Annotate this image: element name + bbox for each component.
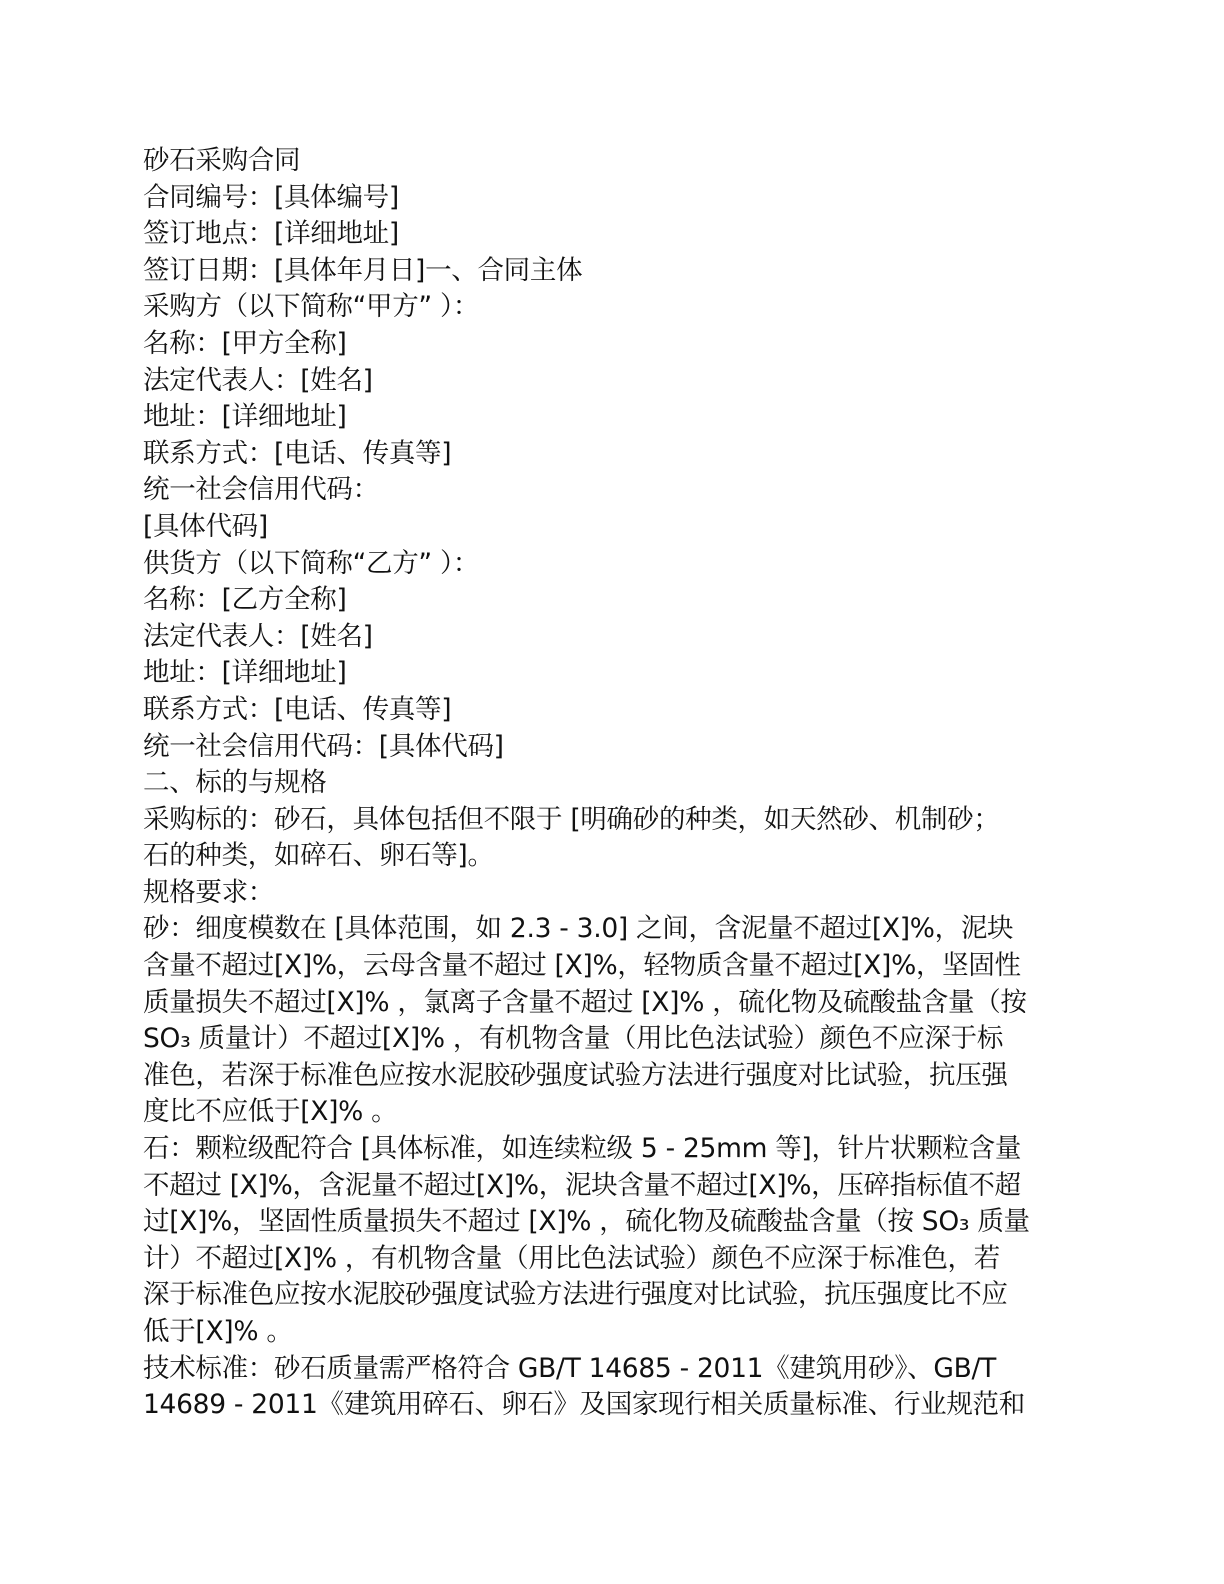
sign-date-and-section-heading: 签订日期：[具体年月日]一、合同主体 [143,254,583,286]
stone-spec-line: 低于[X]% 。 [143,1316,293,1347]
subject-line: 石的种类，如碎石、卵石等]。 [143,840,494,872]
buyer-name: 名称：[甲方全称] [143,327,347,359]
sand-spec-line: 准色，若深于标准色应按水泥胶砂强度试验方法进行强度对比试验，抗压强 [143,1059,1008,1091]
buyer-heading: 采购方（以下简称“甲方” ）： [143,291,480,323]
sand-spec-line: 含量不超过[X]%，云母含量不超过 [X]%，轻物质含量不超过[X]%，坚固性 [143,950,1021,982]
buyer-credit-code-value: [具体代码] [143,510,268,542]
supplier-contact: 联系方式：[电话、传真等] [143,693,452,725]
stone-spec-line: 深于标准色应按水泥胶砂强度试验方法进行强度对比试验，抗压强度比不应 [143,1279,1008,1311]
stone-spec-paragraph [143,1131,1078,1351]
buyer-credit-code-label: 统一社会信用代码： [143,474,379,506]
sand-spec-line: SO₃ 质量计）不超过[X]% ，有机物含量（用比色法试验）颜色不应深于标 [143,1023,1004,1055]
sand-spec-paragraph [143,911,1078,1131]
tech-standard-line: 技术标准：砂石质量需严格符合 GB/T 14685 - 2011《建筑用砂》、GB/T [143,1352,997,1384]
supplier-name: 名称：[乙方全称] [143,584,347,616]
supplier-credit-code: 统一社会信用代码：[具体代码] [143,730,504,762]
supplier-legal-rep: 法定代表人：[姓名] [143,620,373,652]
stone-spec-line: 计）不超过[X]% ，有机物含量（用比色法试验）颜色不应深于标准色，若 [143,1242,1000,1274]
buyer-legal-rep: 法定代表人：[姓名] [143,364,373,396]
subject-line: 采购标的：砂石，具体包括但不限于 [明确砂的种类，如天然砂、机制砂； [143,803,1000,835]
spec-heading: 规格要求： [143,876,274,908]
tech-standard-line: 14689 - 2011《建筑用碎石、卵石》及国家现行相关质量标准、行业规范和 [143,1389,1025,1421]
sand-spec-line: 砂：细度模数在 [具体范围，如 2.3 - 3.0] 之间，含泥量不超过[X]%，泥块 [143,913,1014,945]
stone-spec-line: 不超过 [X]%，含泥量不超过[X]%，泥块含量不超过[X]%，压碎指标值不超 [143,1169,1021,1201]
stone-spec-line: 石：颗粒级配符合 [具体标准，如连续粒级 5 - 25mm 等]，针片状颗粒含量 [143,1133,1022,1165]
sand-spec-line: 质量损失不超过[X]% ，氯离子含量不超过 [X]% ，硫化物及硫酸盐含量（按 [143,986,1027,1018]
buyer-address: 地址：[详细地址] [143,401,347,433]
contract-page [143,143,1078,1424]
section2-heading: 二、标的与规格 [143,767,327,799]
buyer-contact: 联系方式：[电话、传真等] [143,437,452,469]
stone-spec-line: 过[X]%，坚固性质量损失不超过 [X]% ，硫化物及硫酸盐含量（按 SO₃ 质量 [143,1206,1030,1238]
document-title: 砂石采购合同 [143,145,301,176]
supplier-address: 地址：[详细地址] [143,657,347,689]
sign-location: 签订地点：[详细地址] [143,218,399,250]
supplier-heading: 供货方（以下简称“乙方” ）： [143,547,480,579]
tech-standard-paragraph [143,1351,1078,1424]
sand-spec-line: 度比不应低于[X]% 。 [143,1096,398,1128]
contract-number: 合同编号：[具体编号] [143,181,399,213]
